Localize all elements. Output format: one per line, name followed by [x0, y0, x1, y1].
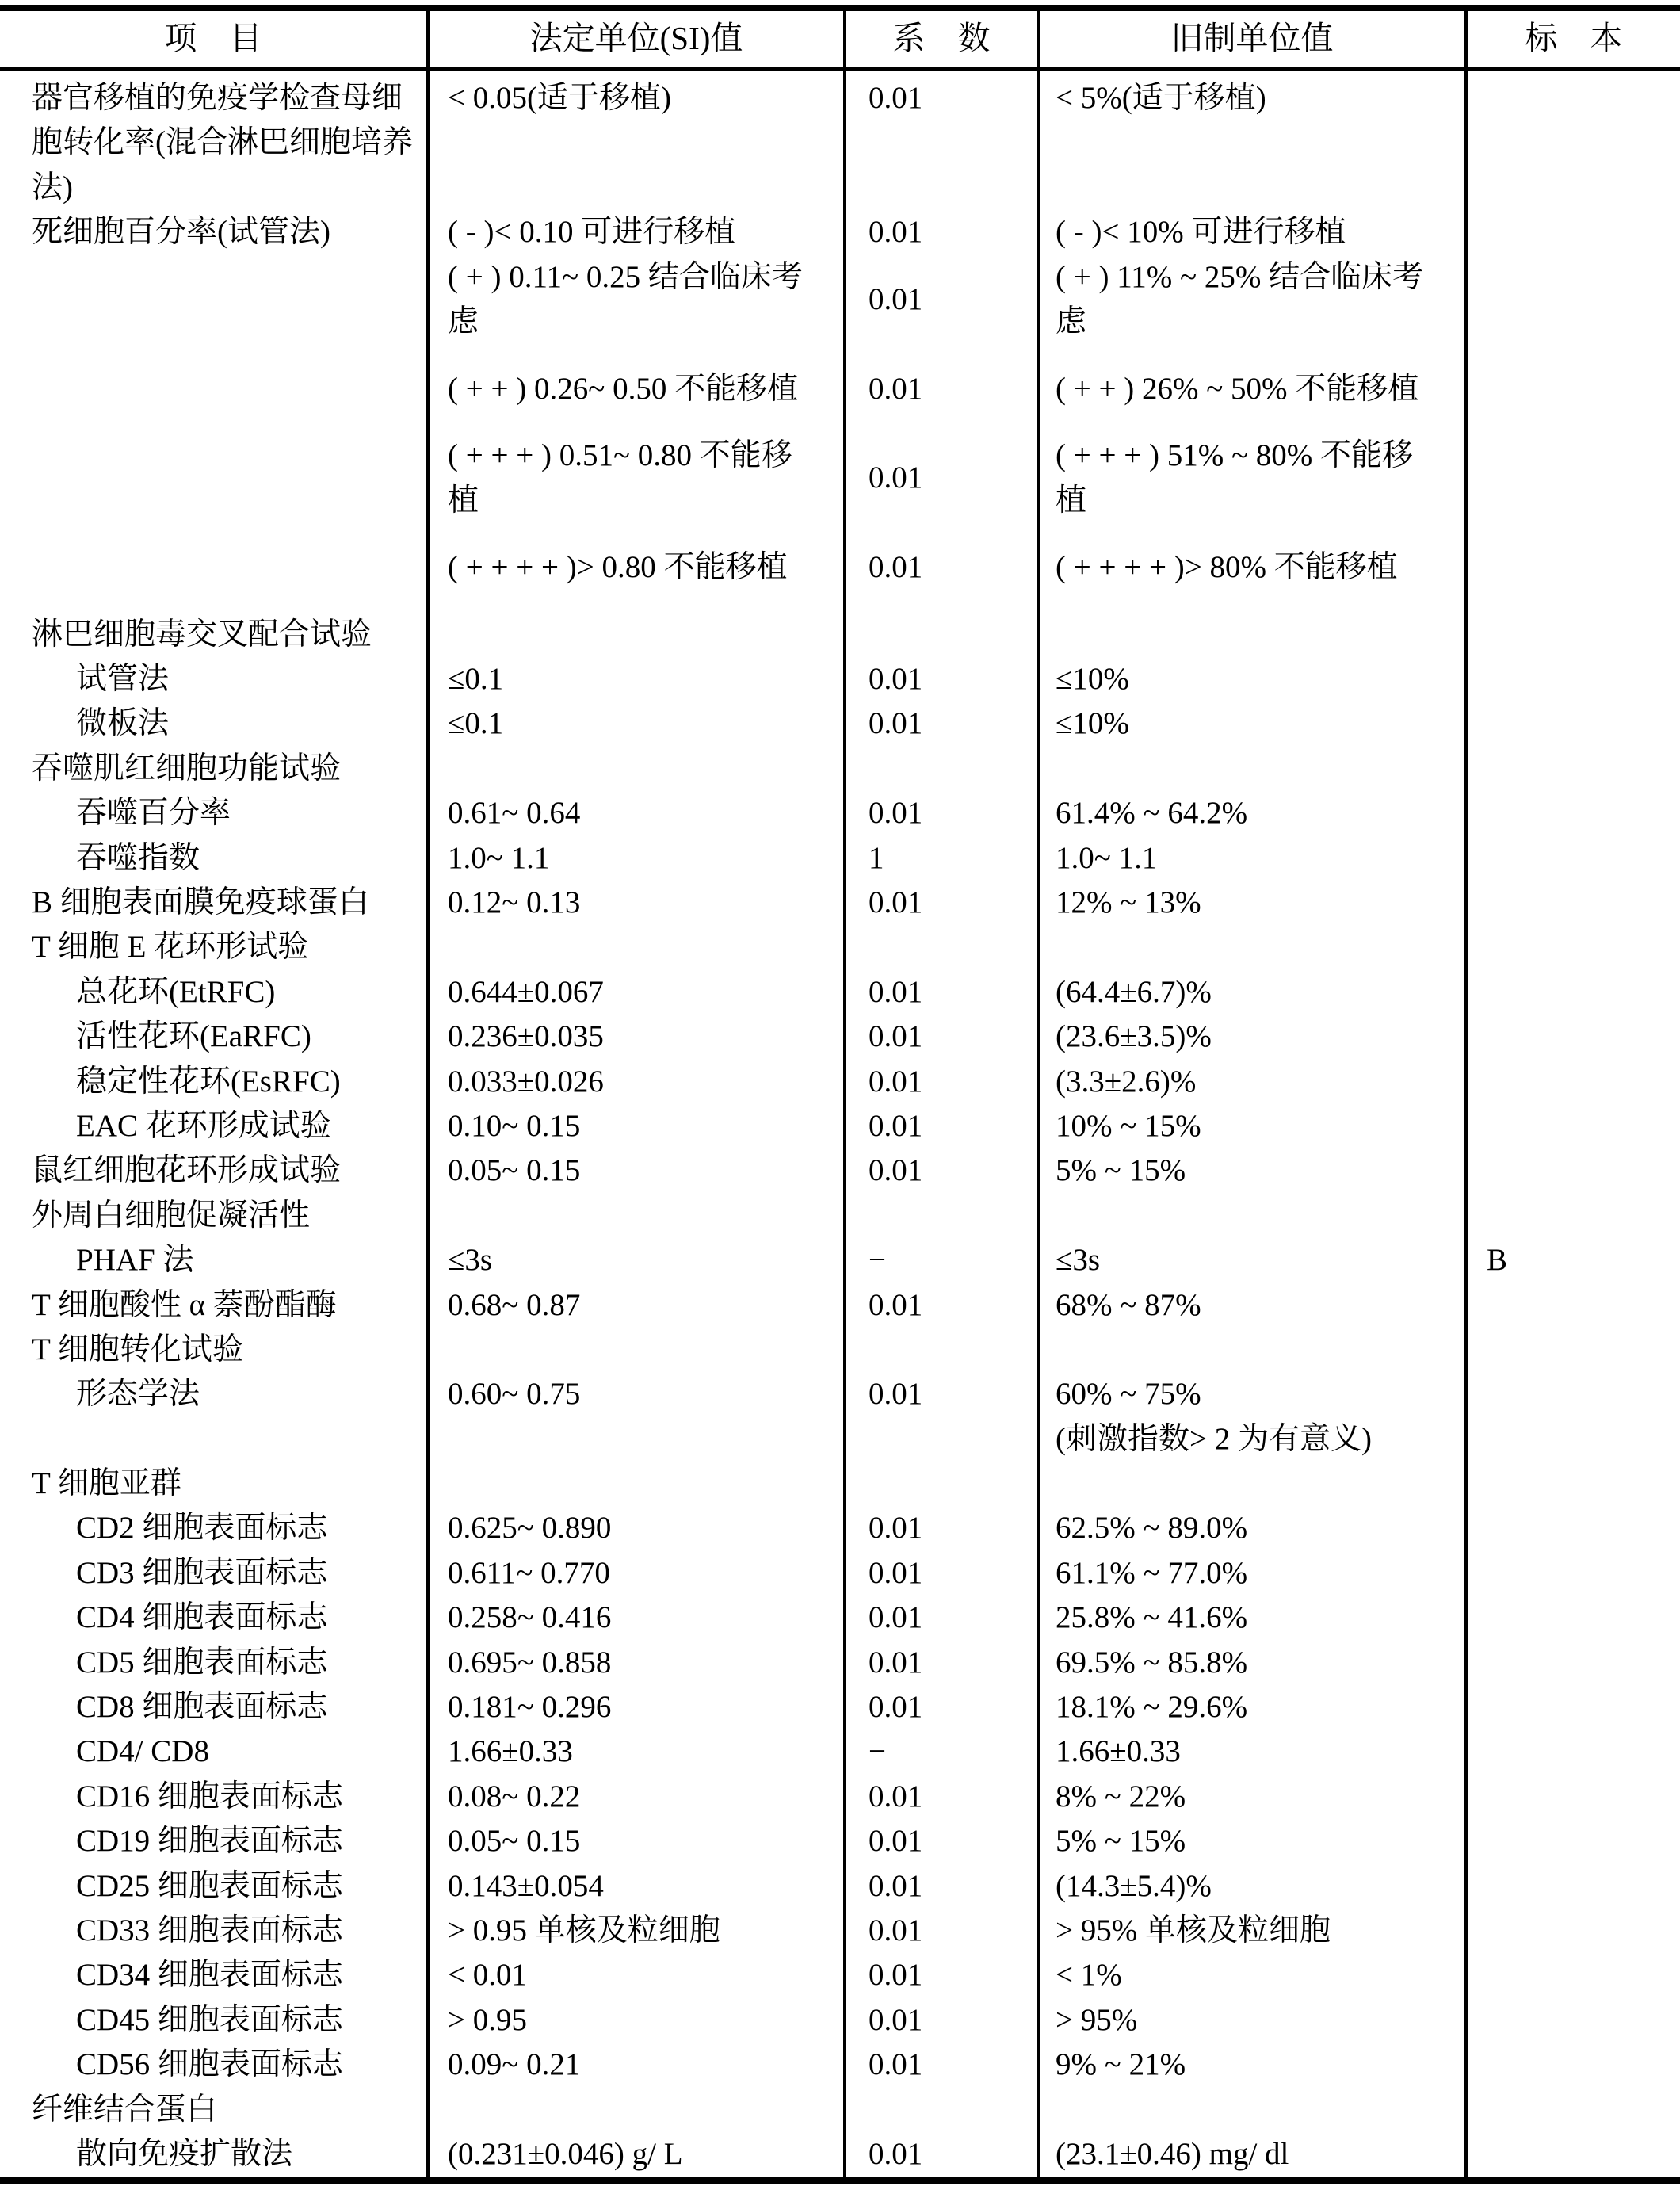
cell-item: 吞噬百分率	[76, 796, 231, 831]
cell-old-value: 10% ~ 15%	[1056, 1108, 1201, 1143]
cell-factor: 0.01	[869, 281, 923, 316]
table-row	[0, 1194, 1680, 1238]
table-row	[0, 1551, 1680, 1596]
cell-old-value: ( - )< 10% 可进行移植	[1056, 215, 1346, 250]
table-row	[0, 1506, 1680, 1550]
table-row	[0, 367, 1680, 411]
cell-item: 散向免疫扩散法	[76, 2136, 293, 2171]
cell-old-value: 8% ~ 22%	[1056, 1779, 1186, 1814]
cell-factor: 0.01	[869, 215, 923, 250]
table-row	[0, 613, 1680, 657]
cell-item: CD4/ CD8	[76, 1734, 209, 1769]
table-row	[0, 1060, 1680, 1104]
header-divider-line	[0, 67, 1680, 71]
cell-old-value: 61.1% ~ 77.0%	[1056, 1555, 1248, 1590]
cell-si-value: 0.05~ 0.15	[448, 1153, 581, 1188]
cell-si-value: 0.625~ 0.890	[448, 1511, 612, 1546]
cell-old-value: 5% ~ 15%	[1056, 1153, 1186, 1188]
cell-item: EAC 花环形成试验	[76, 1108, 331, 1143]
cell-item: 法)	[32, 170, 73, 204]
cell-factor: 0.01	[869, 706, 923, 741]
cell-old-value: > 95%	[1056, 2002, 1138, 2037]
cell-factor: 0.01	[869, 974, 923, 1009]
cell-item: 吞噬指数	[76, 840, 200, 875]
cell-factor: 0.01	[869, 885, 923, 919]
cell-item: 淋巴细胞毒交叉配合试验	[32, 617, 372, 652]
table-row	[0, 479, 1680, 523]
cell-old-value: 18.1% ~ 29.6%	[1056, 1690, 1248, 1725]
table-row	[0, 701, 1680, 746]
cell-item: T 细胞转化试验	[32, 1332, 243, 1366]
cell-item: 活性花环(EaRFC)	[76, 1019, 311, 1054]
cell-item: CD16 细胞表面标志	[76, 1779, 343, 1814]
cell-factor: 0.01	[869, 1600, 923, 1635]
cell-item: PHAF 法	[76, 1243, 194, 1278]
cell-factor: 0.01	[869, 1645, 923, 1680]
cell-item: 稳定性花环(EsRFC)	[76, 1064, 341, 1099]
cell-factor: 0.01	[869, 1555, 923, 1590]
table-row	[0, 1149, 1680, 1193]
table-row	[0, 2043, 1680, 2087]
cell-si-value: 0.10~ 0.15	[448, 1108, 581, 1143]
cell-old-value: ≤10%	[1056, 706, 1129, 741]
cell-si-value: 0.09~ 0.21	[448, 2047, 581, 2082]
cell-factor: 0.01	[869, 2002, 923, 2037]
cell-si-value: 0.258~ 0.416	[448, 1600, 612, 1635]
table-row	[0, 1238, 1680, 1282]
table-row	[0, 2088, 1680, 2132]
cell-old-value: 1.66±0.33	[1056, 1734, 1181, 1769]
cell-factor: −	[869, 1243, 886, 1278]
cell-old-value: 12% ~ 13%	[1056, 885, 1201, 919]
cell-item: 试管法	[76, 662, 170, 697]
cell-item: 鼠红细胞花环形成试验	[32, 1153, 342, 1188]
table-row	[0, 1417, 1680, 1462]
table-row	[0, 2132, 1680, 2177]
cell-si-value: 0.611~ 0.770	[448, 1555, 610, 1590]
column-header-item: 项 目	[164, 20, 262, 56]
table-row	[0, 1462, 1680, 1506]
cell-si-value: (0.231±0.046) g/ L	[448, 2136, 683, 2171]
cell-old-value: (23.6±3.5)%	[1056, 1019, 1212, 1054]
table-row	[0, 1596, 1680, 1640]
cell-specimen: B	[1487, 1243, 1508, 1278]
column-header-specimen: 标 本	[1525, 20, 1623, 56]
cell-si-value: 植	[448, 483, 479, 518]
cell-factor: 0.01	[869, 1868, 923, 1903]
cell-si-value: 0.644±0.067	[448, 974, 604, 1009]
cell-old-value: < 1%	[1056, 1958, 1122, 1993]
cell-si-value: ( - )< 0.10 可进行移植	[448, 215, 736, 250]
cell-item: T 细胞 E 花环形试验	[32, 930, 309, 965]
cell-old-value: 虑	[1056, 304, 1087, 338]
cell-old-value: ≤3s	[1056, 1243, 1101, 1278]
cell-si-value: ( + + + ) 0.51~ 0.80 不能移	[448, 438, 792, 473]
table-row	[0, 1864, 1680, 1909]
table-row	[0, 925, 1680, 969]
cell-old-value: 61.4% ~ 64.2%	[1056, 796, 1248, 831]
cell-old-value: (3.3±2.6)%	[1056, 1064, 1197, 1099]
cell-factor: 0.01	[869, 371, 923, 406]
cell-old-value: 69.5% ~ 85.8%	[1056, 1645, 1248, 1680]
cell-item: CD3 细胞表面标志	[76, 1555, 328, 1590]
cell-si-value: 0.143±0.054	[448, 1868, 604, 1903]
cell-item: CD19 细胞表面标志	[76, 1824, 343, 1859]
cell-si-value: 0.61~ 0.64	[448, 796, 581, 831]
cell-factor: 0.01	[869, 81, 923, 115]
table-row	[0, 970, 1680, 1015]
cell-old-value: 62.5% ~ 89.0%	[1056, 1511, 1248, 1546]
cell-factor: 0.01	[869, 1377, 923, 1412]
cell-factor: 0.01	[869, 1690, 923, 1725]
cell-si-value: 虑	[448, 304, 479, 338]
cell-old-value: (23.1±0.46) mg/ dl	[1056, 2136, 1289, 2171]
cell-factor: 0.01	[869, 2047, 923, 2082]
table-row	[0, 545, 1680, 590]
cell-item: B 细胞表面膜免疫球蛋白	[32, 885, 369, 919]
cell-item: 微板法	[76, 706, 170, 741]
cell-si-value: > 0.95	[448, 2002, 527, 2037]
cell-old-value: ( + ) 11% ~ 25% 结合临床考	[1056, 259, 1424, 294]
column-header-factor: 系 数	[892, 20, 991, 56]
cell-old-value: > 95% 单核及粒细胞	[1056, 1913, 1331, 1947]
cell-item: CD5 细胞表面标志	[76, 1645, 328, 1680]
cell-si-value: ≤3s	[448, 1243, 493, 1278]
cell-factor: 0.01	[869, 1019, 923, 1054]
table-row	[0, 255, 1680, 316]
table-row	[0, 881, 1680, 925]
table-row	[0, 1283, 1680, 1328]
cell-item: 胞转化率(混合淋巴细胞培养	[32, 125, 413, 160]
cell-factor: 1	[869, 840, 884, 875]
row-spacer	[0, 523, 1680, 545]
cell-old-value: (64.4±6.7)%	[1056, 974, 1212, 1009]
cell-factor: 0.01	[869, 1153, 923, 1188]
table-row	[0, 434, 1680, 495]
cell-factor: −	[869, 1734, 886, 1769]
cell-old-value: ≤10%	[1056, 662, 1129, 697]
cell-si-value: 0.60~ 0.75	[448, 1377, 581, 1412]
cell-item: 总花环(EtRFC)	[76, 974, 276, 1009]
cell-si-value: 1.66±0.33	[448, 1734, 573, 1769]
cell-si-value: 0.236±0.035	[448, 1019, 604, 1054]
cell-factor: 0.01	[869, 1824, 923, 1859]
cell-si-value: ( + ) 0.11~ 0.25 结合临床考	[448, 259, 803, 294]
column-header-si-value: 法定单位(SI)值	[529, 20, 743, 56]
cell-si-value: 0.181~ 0.296	[448, 1690, 612, 1725]
column-header-old-value: 旧制单位值	[1170, 20, 1334, 56]
table-row	[0, 1685, 1680, 1729]
table-border-bottom	[0, 2177, 1680, 2184]
table-row	[0, 300, 1680, 344]
table-row	[0, 1015, 1680, 1059]
table-row	[0, 657, 1680, 701]
cell-si-value: ( + + ) 0.26~ 0.50 不能移植	[448, 371, 799, 406]
cell-old-value: 68% ~ 87%	[1056, 1287, 1201, 1322]
table-row	[0, 1953, 1680, 1997]
cell-si-value: ≤0.1	[448, 662, 504, 697]
cell-factor: 0.01	[869, 461, 923, 495]
cell-si-value: 0.68~ 0.87	[448, 1287, 581, 1322]
row-spacer	[0, 411, 1680, 434]
table-rows	[0, 76, 1680, 2177]
table-row	[0, 1775, 1680, 1819]
table-row	[0, 836, 1680, 881]
cell-old-value: ( + + + ) 51% ~ 80% 不能移	[1056, 438, 1414, 473]
cell-factor: 0.01	[869, 1958, 923, 1993]
row-spacer	[0, 344, 1680, 366]
table-row	[0, 166, 1680, 210]
row-spacer	[0, 590, 1680, 612]
cell-item: CD56 细胞表面标志	[76, 2047, 343, 2082]
cell-item: T 细胞酸性 α 萘酚酯酶	[32, 1287, 337, 1322]
table-row	[0, 791, 1680, 835]
table-row	[0, 1998, 1680, 2043]
cell-item: 吞噬肌红细胞功能试验	[32, 751, 342, 785]
cell-si-value: 0.033±0.026	[448, 1064, 604, 1099]
cell-old-value: 植	[1056, 483, 1087, 518]
cell-factor: 0.01	[869, 1287, 923, 1322]
cell-item: CD25 细胞表面标志	[76, 1868, 343, 1903]
cell-item: 纤维结合蛋白	[32, 2092, 218, 2127]
cell-si-value: 1.0~ 1.1	[448, 840, 550, 875]
cell-item: CD4 细胞表面标志	[76, 1600, 328, 1635]
cell-old-value: (刺激指数> 2 为有意义)	[1056, 1421, 1372, 1456]
table-row	[0, 1819, 1680, 1863]
cell-si-value: < 0.05(适于移植)	[448, 81, 671, 115]
table-row	[0, 1104, 1680, 1149]
table-row	[0, 76, 1680, 120]
cell-factor: 0.01	[869, 1108, 923, 1143]
table-row	[0, 1729, 1680, 1774]
cell-item: CD33 细胞表面标志	[76, 1913, 343, 1947]
cell-item: CD45 细胞表面标志	[76, 2002, 343, 2037]
table-row	[0, 1909, 1680, 1953]
cell-factor: 0.01	[869, 1511, 923, 1546]
table-row	[0, 1372, 1680, 1416]
cell-factor: 0.01	[869, 796, 923, 831]
cell-item: 外周白细胞促凝活性	[32, 1198, 311, 1233]
cell-si-value: > 0.95 单核及粒细胞	[448, 1913, 720, 1947]
cell-factor: 0.01	[869, 662, 923, 697]
cell-old-value: (14.3±5.4)%	[1056, 1868, 1212, 1903]
cell-old-value: 5% ~ 15%	[1056, 1824, 1186, 1859]
cell-item: CD34 细胞表面标志	[76, 1958, 343, 1993]
cell-old-value: 9% ~ 21%	[1056, 2047, 1186, 2082]
cell-item: 形态学法	[76, 1377, 200, 1412]
cell-si-value: ( + + + + )> 0.80 不能移植	[448, 550, 788, 585]
cell-factor: 0.01	[869, 1779, 923, 1814]
cell-factor: 0.01	[869, 550, 923, 585]
table-row	[0, 1328, 1680, 1372]
cell-item: CD2 细胞表面标志	[76, 1511, 328, 1546]
cell-old-value: ( + + ) 26% ~ 50% 不能移植	[1056, 371, 1419, 406]
cell-factor: 0.01	[869, 1064, 923, 1099]
table-row	[0, 210, 1680, 254]
cell-factor: 0.01	[869, 1913, 923, 1947]
cell-item: 器官移植的免疫学检查母细	[32, 81, 403, 115]
cell-si-value: < 0.01	[448, 1958, 527, 1993]
cell-old-value: ( + + + + )> 80% 不能移植	[1056, 550, 1398, 585]
cell-factor: 0.01	[869, 2136, 923, 2171]
cell-old-value: < 5%(适于移植)	[1056, 81, 1266, 115]
cell-si-value: 0.695~ 0.858	[448, 1645, 612, 1680]
table-row	[0, 120, 1680, 165]
cell-old-value: 1.0~ 1.1	[1056, 840, 1158, 875]
cell-item: T 细胞亚群	[32, 1466, 181, 1501]
cell-si-value: 0.05~ 0.15	[448, 1824, 581, 1859]
cell-si-value: 0.12~ 0.13	[448, 885, 581, 919]
cell-old-value: 60% ~ 75%	[1056, 1377, 1201, 1412]
cell-item: CD8 细胞表面标志	[76, 1690, 328, 1725]
cell-si-value: ≤0.1	[448, 706, 504, 741]
table-row	[0, 747, 1680, 791]
cell-old-value: 25.8% ~ 41.6%	[1056, 1600, 1248, 1635]
cell-item: 死细胞百分率(试管法)	[32, 215, 330, 250]
cell-si-value: 0.08~ 0.22	[448, 1779, 581, 1814]
table-row	[0, 1641, 1680, 1685]
